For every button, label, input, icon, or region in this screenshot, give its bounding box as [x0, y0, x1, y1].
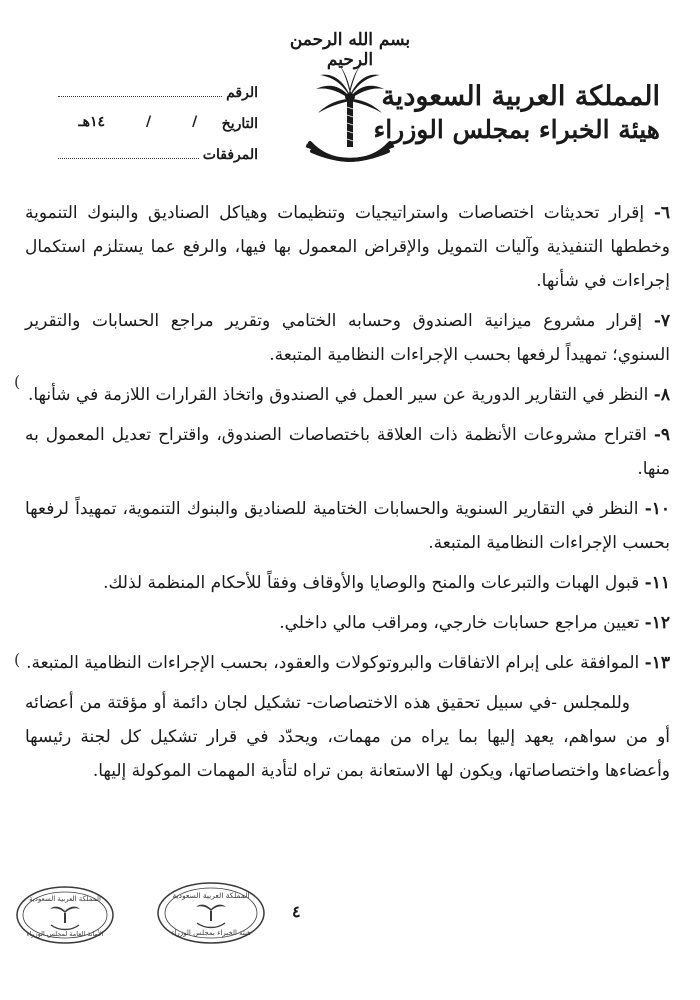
item-text: اقتراح مشروعات الأنظمة ذات العلاقة باختصاصات الصندوق، واقتراح تعديل المعمول به منها.	[25, 425, 670, 479]
list-item	[25, 606, 670, 640]
item-text: قبول الهبات والتبرعات والمنح والوصايا والأوقاف وفقاً للأحكام المنظمة لذلك.	[103, 573, 640, 593]
stamp-text: الأمانة العامة لمجلس الوزراء	[26, 930, 104, 938]
list-item	[25, 566, 670, 600]
bismillah: بسم الله الرحمن الرحيم	[289, 30, 411, 70]
item-text: إقرار تحديثات اختصاصات واستراتيجيات وتنظيمات وهياكل الصناديق والبنوك التنموية وخططها التنفيذية وآليات التمويل والإقراض المعمول بها فيها، والرفع عما يستلزم استكمال إجراءات في شأنها.	[25, 203, 670, 291]
date-slot-2: /	[145, 114, 152, 130]
org-country: المملكة العربية السعودية	[381, 81, 660, 112]
item-number: ٩-	[653, 425, 671, 445]
item-number: ١٠-	[644, 499, 671, 519]
reference-block	[58, 70, 258, 163]
org-department: هيئة الخبراء بمجلس الوزراء	[373, 115, 660, 144]
stamp-text: المملكة العربية السعودية	[29, 895, 101, 903]
margin-mark: )	[14, 650, 21, 669]
item-number: ٨-	[653, 385, 670, 405]
list-item	[25, 378, 670, 412]
date-row	[58, 101, 258, 132]
date-slots	[58, 114, 218, 132]
ref-number-line	[58, 84, 222, 97]
list-item	[25, 304, 670, 372]
left-official-stamp-icon	[14, 884, 116, 946]
margin-mark: )	[14, 372, 21, 391]
page-number: ٤	[292, 902, 301, 921]
right-official-stamp-icon	[155, 880, 267, 946]
stamp-text: هيئة الخبراء بمجلس الوزراء	[171, 929, 251, 937]
list-item	[25, 646, 670, 680]
attachments-row	[58, 132, 258, 163]
letterhead	[0, 0, 700, 180]
closing-paragraph: وللمجلس -في سبيل تحقيق هذه الاختصاصات- تشكيل لجان دائمة أو مؤقتة من أعضائه أو من سواهم، يعهد إليها بما يراه من مهمات، ويحدّد في قرار تشكيل كل لجنة رئيسها وأعضاءها واختصاصاتها، ويكون لها الاستعانة بمن تراه لتأدية المهمات الموكولة إليها.	[25, 693, 670, 781]
item-text: تعيين مراجع حسابات خارجي، ومراقب مالي داخلي.	[279, 613, 640, 633]
item-text: إقرار مشروع ميزانية الصندوق وحسابه الختامي وتقرير مراجع الحسابات والتقرير السنوي؛ تمهيداً لرفعها بحسب الإجراءات النظامية المتبعة.	[25, 311, 670, 365]
item-text: الموافقة على إبرام الاتفاقات والبروتوكولات والعقود، بحسب الإجراءات النظامية المتبعة.	[26, 653, 640, 673]
item-text: النظر في التقارير السنوية والحسابات الختامية للصناديق والبنوك التنموية، تمهيداً لرفعها بحسب الإجراءات النظامية المتبعة.	[25, 499, 670, 553]
item-text: النظر في التقارير الدورية عن سير العمل في الصندوق واتخاذ القرارات اللازمة في شأنها.	[27, 385, 649, 405]
item-number: ١١-	[644, 573, 670, 593]
ref-number-row	[58, 70, 258, 101]
attachments-line	[58, 146, 199, 159]
item-number: ١٣-	[644, 653, 670, 673]
ref-number-label: الرقم	[226, 85, 258, 101]
list-item	[25, 492, 670, 560]
date-label: التاريخ	[221, 116, 258, 132]
list-item	[25, 196, 670, 298]
stamp-text: المملكة العربية السعودية	[172, 891, 250, 900]
date-slot-3: ١٤هـ	[78, 114, 106, 130]
item-number: ٧-	[653, 311, 671, 331]
organization-name	[373, 80, 660, 146]
item-number: ١٢-	[644, 613, 670, 633]
list-item	[25, 418, 670, 486]
date-slot-1: /	[192, 114, 198, 130]
item-number: ٦-	[653, 203, 671, 223]
attachments-label: المرفقات	[202, 147, 258, 163]
document-body	[25, 196, 670, 788]
